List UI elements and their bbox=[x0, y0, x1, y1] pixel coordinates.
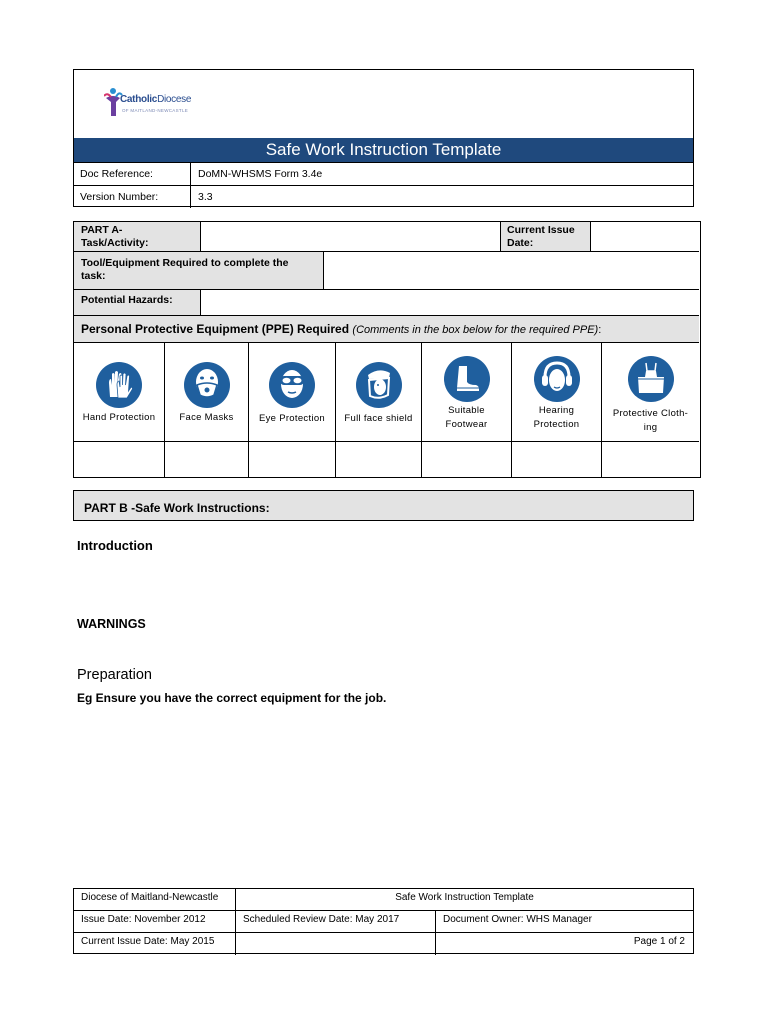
ppe-label-suitable-footwear: Suitable Footwear bbox=[445, 405, 488, 430]
part-b-heading: PART B -Safe Work Instructions: bbox=[73, 490, 694, 521]
part-a-table bbox=[73, 221, 701, 478]
face-mask-icon bbox=[183, 361, 231, 409]
ppe-heading: Personal Protective Equipment (PPE) Required (Comments in the box below for the required PPE): bbox=[74, 316, 699, 343]
ppe-face-masks bbox=[165, 343, 249, 442]
footer-org: Diocese of Maitland-Newcastle bbox=[74, 889, 236, 910]
ppe-comment-hand-protection[interactable] bbox=[74, 442, 165, 477]
ppe-full-face-shield bbox=[336, 343, 422, 442]
logo-subtitle: OF MAITLAND-NEWCASTLE bbox=[122, 108, 189, 113]
ppe-comment-full-face-shield[interactable] bbox=[336, 442, 422, 477]
version-label: Version Number: bbox=[74, 186, 191, 208]
introduction-heading: Introduction bbox=[77, 538, 153, 553]
current-issue-date-label: Current Issue Date: bbox=[501, 222, 591, 252]
ppe-comment-eye-protection[interactable] bbox=[249, 442, 336, 477]
ppe-label-face-masks: Face Masks bbox=[179, 412, 234, 423]
apron-icon bbox=[627, 355, 675, 403]
ppe-hearing-protection bbox=[512, 343, 602, 442]
potential-hazards-field[interactable] bbox=[201, 290, 699, 316]
diocese-logo bbox=[104, 84, 214, 124]
ppe-comment-footwear[interactable] bbox=[422, 442, 512, 477]
logo-area bbox=[74, 70, 693, 138]
footer-blank-cell bbox=[236, 933, 436, 955]
document-header bbox=[73, 69, 694, 207]
doc-reference-value: DoMN-WHSMS Form 3.4e bbox=[198, 168, 323, 180]
footer-row-2 bbox=[74, 911, 693, 933]
preparation-heading: Preparation bbox=[77, 667, 152, 683]
ppe-label-eye-protection: Eye Protection bbox=[259, 413, 325, 424]
ppe-comment-clothing[interactable] bbox=[602, 442, 699, 477]
ear-muffs-icon bbox=[533, 355, 581, 403]
doc-reference-row bbox=[74, 162, 693, 185]
ppe-comment-face-masks[interactable] bbox=[165, 442, 249, 477]
boot-icon bbox=[443, 355, 491, 403]
ppe-note: (Comments in the box below for the required PPE) bbox=[352, 324, 599, 336]
logo-text-bold: Catholic bbox=[120, 94, 158, 105]
version-value: 3.3 bbox=[198, 191, 213, 203]
footer-current-issue: Current Issue Date: May 2015 bbox=[74, 933, 236, 955]
ppe-suitable-footwear bbox=[422, 343, 512, 442]
version-row bbox=[74, 185, 693, 208]
document-title: Safe Work Instruction Template bbox=[74, 138, 693, 162]
footer-template-name: Safe Work Instruction Template bbox=[395, 892, 534, 903]
ppe-protective-clothing bbox=[602, 343, 699, 442]
potential-hazards-label: Potential Hazards: bbox=[74, 290, 201, 316]
footer-row-1 bbox=[74, 889, 693, 911]
footer-issue-date: Issue Date: November 2012 bbox=[74, 911, 236, 932]
warnings-heading: WARNINGS bbox=[77, 617, 146, 631]
ppe-label-hearing-protection: Hearing Protection bbox=[533, 405, 580, 430]
doc-reference-label: Doc Reference: bbox=[74, 163, 191, 185]
face-shield-icon bbox=[355, 361, 403, 409]
gloves-icon bbox=[95, 361, 143, 409]
ppe-eye-protection bbox=[249, 343, 336, 442]
ppe-label-hand-protection: Hand Protection bbox=[82, 412, 156, 423]
footer-owner: Document Owner: WHS Manager bbox=[443, 914, 592, 925]
ppe-label-full-face-shield: Full face shield bbox=[344, 413, 413, 424]
preparation-text: Eg Ensure you have the correct equipment for the job. bbox=[77, 691, 387, 705]
tool-equipment-label: Tool/Equipment Required to complete the task: bbox=[74, 252, 324, 290]
goggles-icon bbox=[268, 361, 316, 409]
footer-row-3 bbox=[74, 933, 693, 955]
ppe-comment-hearing[interactable] bbox=[512, 442, 602, 477]
footer-review-date: Scheduled Review Date: May 2017 bbox=[236, 911, 436, 932]
current-issue-date-field[interactable] bbox=[591, 222, 699, 252]
ppe-hand-protection bbox=[74, 343, 165, 442]
task-activity-field[interactable] bbox=[201, 222, 501, 252]
task-activity-label: PART A- Task/Activity: bbox=[74, 222, 201, 252]
footer-page-number: Page 1 of 2 bbox=[633, 936, 685, 947]
tool-equipment-field[interactable] bbox=[324, 252, 699, 290]
document-footer bbox=[73, 888, 694, 954]
ppe-label-protective-clothing: Protective Cloth- ing bbox=[612, 408, 689, 433]
logo-text-light: Diocese bbox=[157, 94, 192, 105]
